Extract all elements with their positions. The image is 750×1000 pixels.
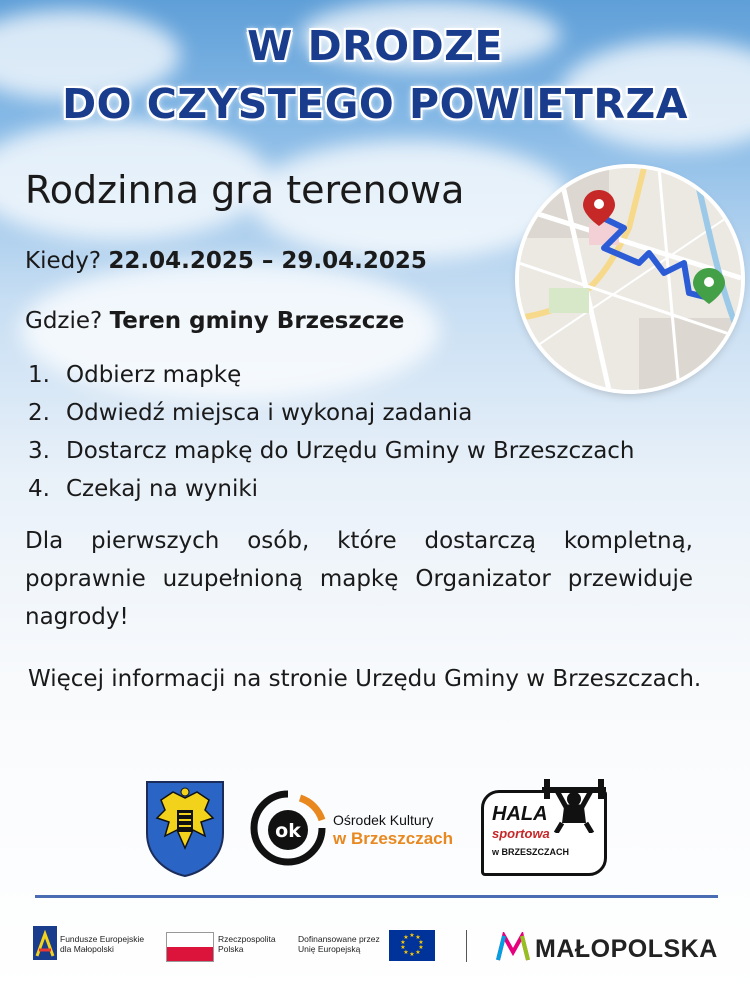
step-number: 2. [28, 400, 50, 426]
step-text: Dostarcz mapkę do Urzędu Gminy w Brzeszczach [66, 438, 635, 464]
ok-mark-text: ok [275, 820, 301, 842]
step-number: 4. [28, 476, 50, 502]
svg-text:★: ★ [400, 944, 406, 951]
list-item [28, 470, 635, 508]
when-line [25, 248, 427, 274]
malopolska-logo-icon [496, 932, 530, 962]
svg-text:★: ★ [400, 939, 406, 946]
steps-list [28, 356, 635, 508]
when-value: 22.04.2025 – 29.04.2025 [108, 248, 427, 274]
subtitle: Rodzinna gra terenowa [25, 168, 465, 212]
eu-text [298, 934, 380, 954]
title-line-2: DO CZYSTEGO POWIETRZA [62, 80, 688, 128]
where-line [25, 308, 404, 334]
fe-line1: Fundusze Europejskie [60, 934, 145, 944]
list-item [28, 432, 635, 470]
eu-line2: Unię Europejską [298, 944, 361, 954]
when-label: Kiedy? [25, 248, 102, 274]
svg-text:★: ★ [418, 939, 424, 946]
hala-line3: w BRZESZCZACH [492, 847, 569, 857]
step-text: Odbierz mapkę [66, 362, 242, 388]
fe-line2: dla Małopolski [60, 944, 114, 954]
footer-separator [466, 930, 467, 962]
title-line-1: W DRODZE [247, 22, 503, 70]
rp-text [218, 934, 276, 954]
prize-text: Dla pierwszych osób, które dostarczą kompletną, poprawnie uzupełnioną mapkę Organizator przewiduje nagrody! [25, 528, 693, 630]
european-funds-icon [33, 926, 57, 960]
svg-text:★: ★ [415, 949, 421, 956]
where-label: Gdzie? [25, 308, 103, 334]
rp-line1: Rzeczpospolita [218, 934, 276, 944]
eu-line1: Dofinansowane przez [298, 934, 380, 944]
polish-flag-icon [166, 932, 214, 962]
svg-text:★: ★ [403, 934, 409, 941]
weightlifter-icon [542, 779, 606, 833]
step-text: Odwiedź miejsca i wykonaj zadania [66, 400, 473, 426]
ok-logo-icon [248, 788, 328, 868]
list-item [28, 394, 635, 432]
ok-logo-line1: Ośrodek Kultury [333, 812, 434, 828]
list-item [28, 356, 635, 394]
svg-text:★: ★ [418, 944, 424, 951]
hala-logo [481, 790, 607, 876]
coat-of-arms-icon [143, 778, 227, 878]
svg-text:★: ★ [415, 934, 421, 941]
hala-line2: sportowa [492, 826, 550, 841]
svg-text:★: ★ [409, 932, 415, 939]
svg-text:★: ★ [403, 949, 409, 956]
fe-text [60, 934, 144, 954]
step-number: 3. [28, 438, 50, 464]
malopolska-text: MAŁOPOLSKA [535, 935, 718, 963]
more-info-text: Więcej informacji na stronie Urzędu Gminy w Brzeszczach. [28, 666, 702, 692]
ok-logo-line2: w Brzeszczach [333, 829, 453, 848]
eu-flag-icon [389, 930, 435, 961]
where-value: Teren gminy Brzeszcze [109, 308, 405, 334]
logos-row [0, 776, 750, 886]
svg-text:★: ★ [409, 951, 415, 958]
step-text: Czekaj na wyniki [66, 476, 259, 502]
rp-line2: Polska [218, 944, 244, 954]
divider [35, 895, 718, 898]
hala-line1: HALA [492, 803, 548, 825]
step-number: 1. [28, 362, 50, 388]
